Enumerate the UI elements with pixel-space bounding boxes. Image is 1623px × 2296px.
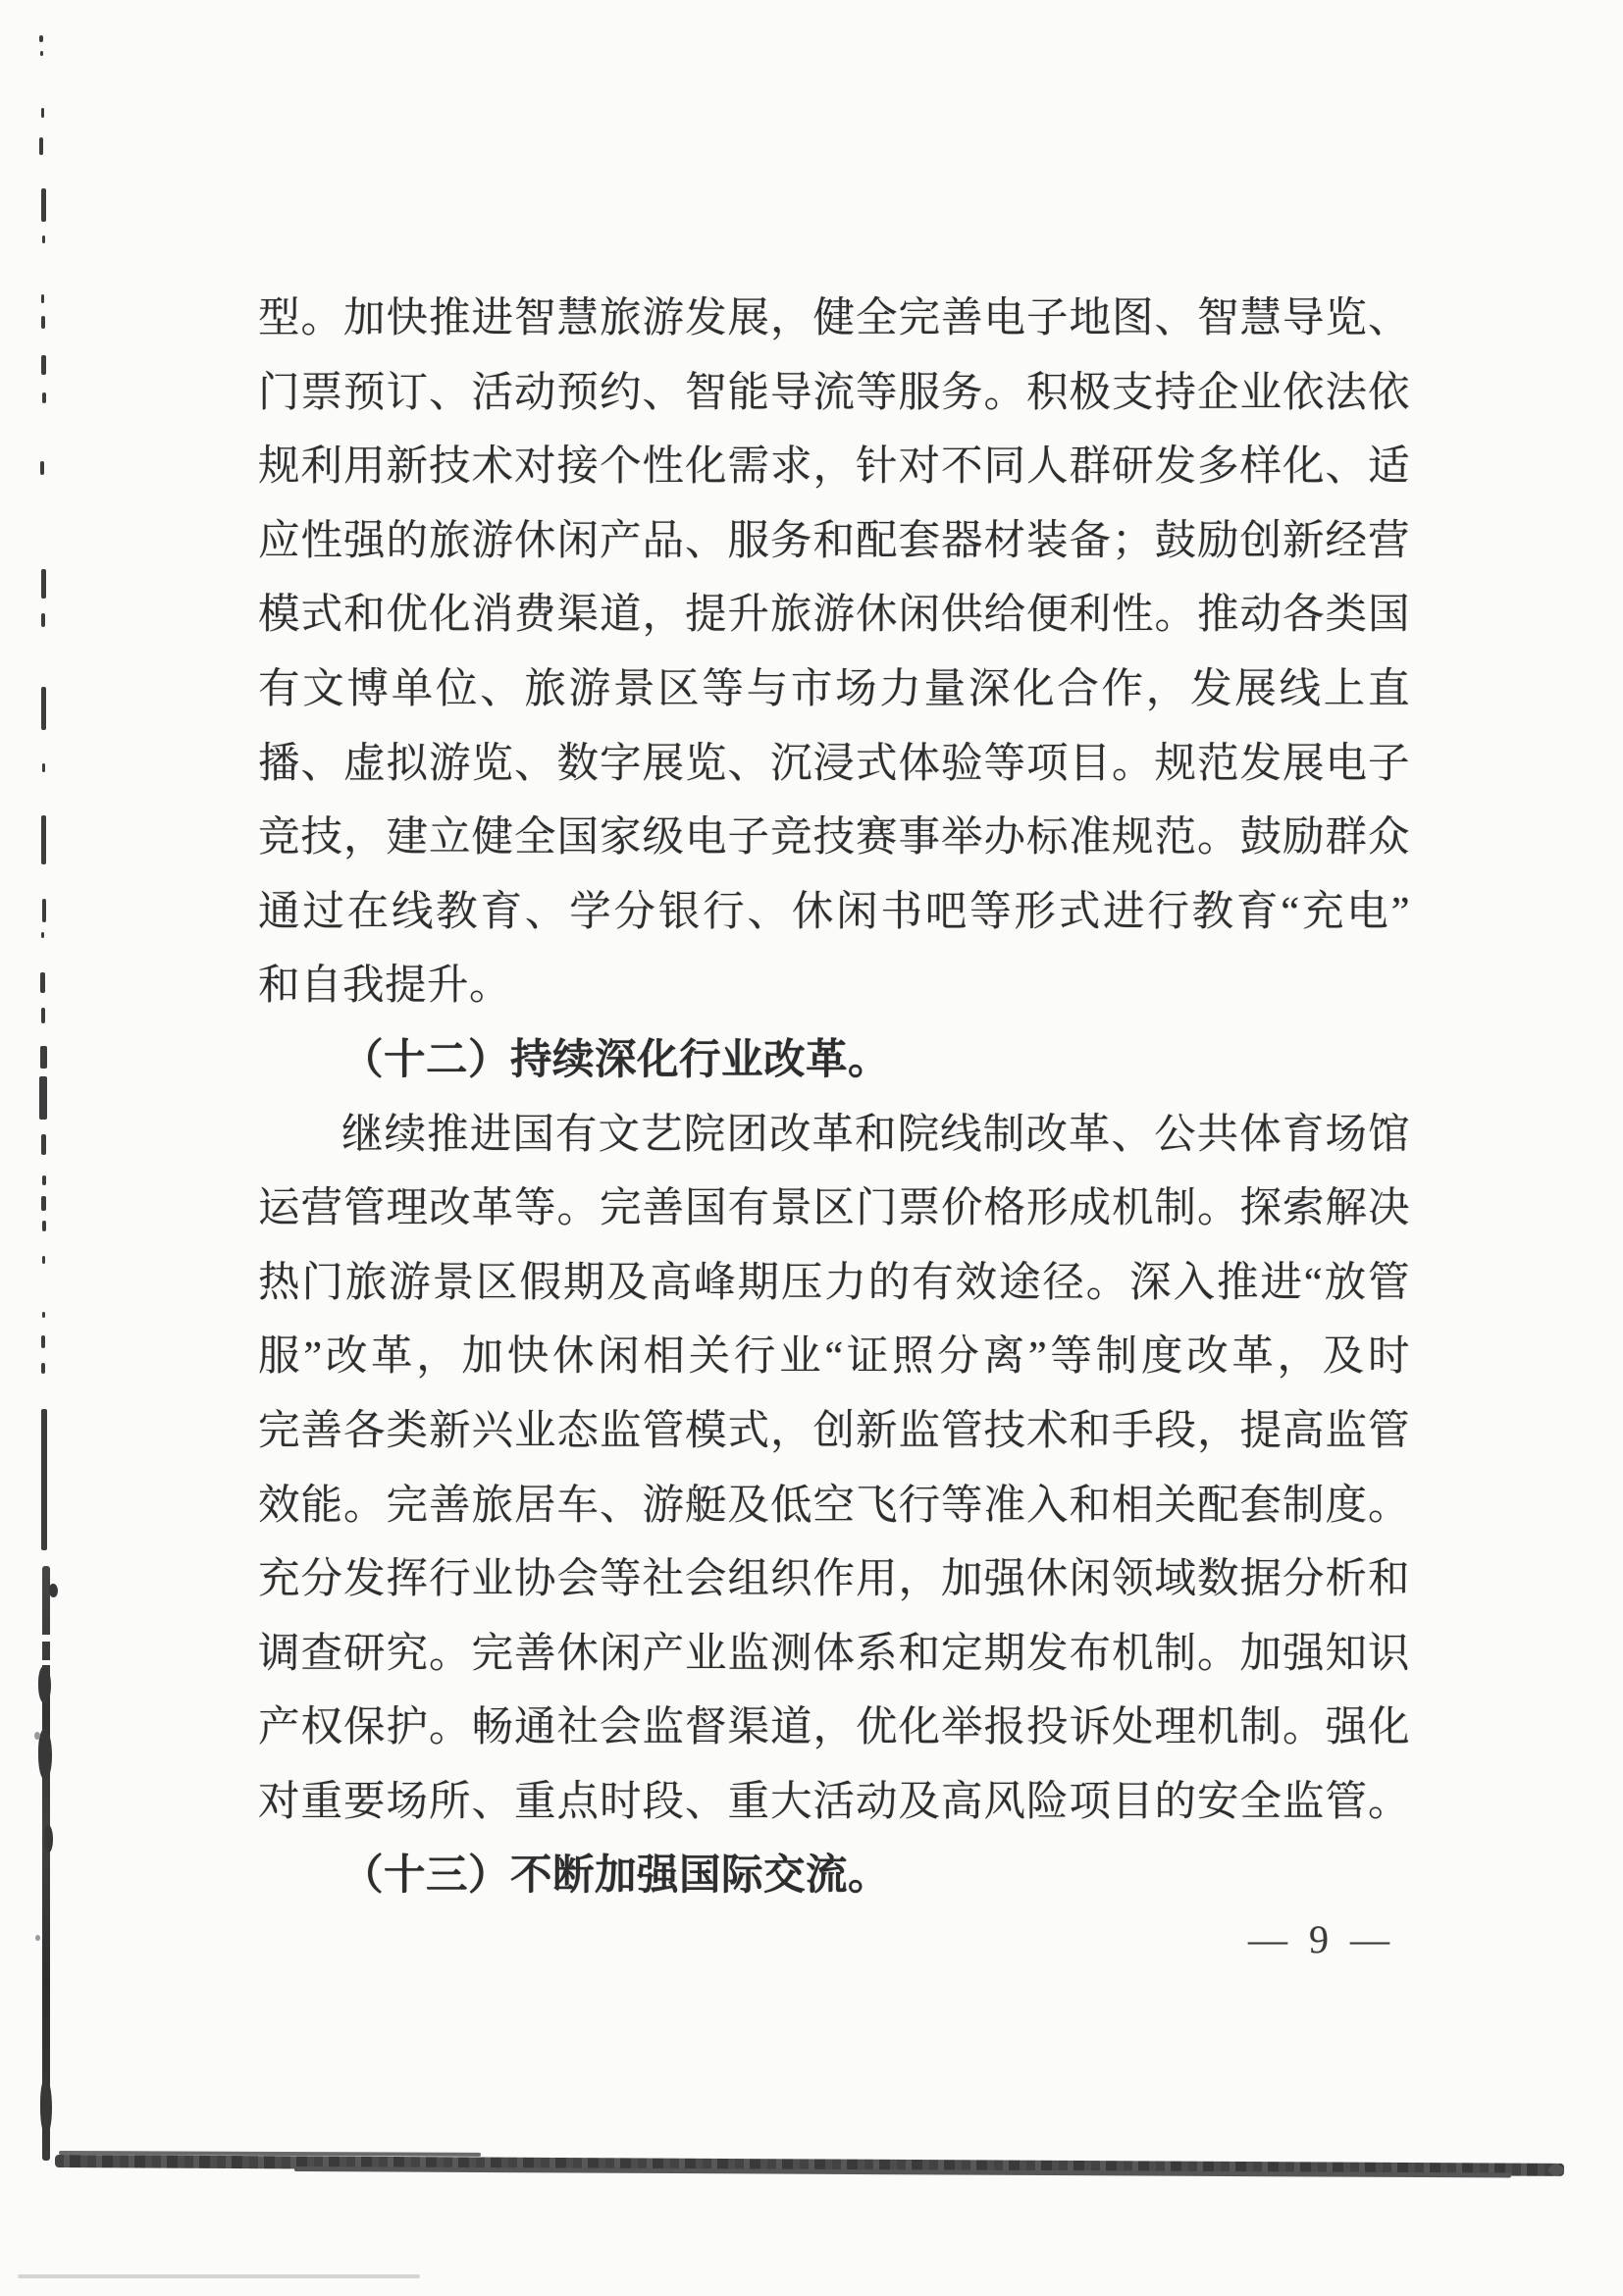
scan-mark <box>39 137 43 155</box>
scan-mark <box>41 613 45 627</box>
text-line: 完善各类新兴业态监管模式，创新监管技术和手段，提高监管 <box>258 1407 1410 1454</box>
scan-mark <box>40 461 44 475</box>
text-line: 服”改革，加快休闲相关行业“证照分离”等制度改革，及时 <box>258 1333 1410 1381</box>
text-line: （十二）持续深化行业改革。 <box>341 1036 891 1083</box>
text-line: 调查研究。完善休闲产业监测体系和定期发布机制。加强知识 <box>258 1630 1410 1677</box>
text-line: 应性强的旅游休闲产品、服务和配套器材装备；鼓励创新经营 <box>258 517 1410 564</box>
text-line: 热门旅游景区假期及高峰期压力的有效途径。深入推进“放管 <box>258 1259 1410 1306</box>
scan-mark <box>41 932 44 938</box>
scan-faint-line <box>18 2274 420 2278</box>
scan-mark <box>39 35 43 42</box>
scan-mark <box>41 687 46 730</box>
text-line: 产权保护。畅通社会监督渠道，优化举报投诉处理机制。强化 <box>258 1704 1410 1751</box>
scan-scratch-end <box>1548 2165 1564 2175</box>
scan-mark <box>41 188 46 222</box>
scan-blob <box>38 1729 52 1780</box>
scan-vertical-line <box>42 1566 50 2161</box>
scan-mark <box>41 569 46 599</box>
text-line: 对重要场所、重点时段、重大活动及高风险项目的安全监管。 <box>258 1778 1410 1825</box>
scan-gap <box>40 1660 52 1665</box>
page-number: — 9 — <box>1248 1917 1391 1961</box>
text-block <box>258 282 1410 1913</box>
scan-blob <box>40 2078 52 2135</box>
text-line: （十三）不断加强国际交流。 <box>341 1852 891 1900</box>
scan-mark <box>40 51 43 56</box>
scan-mark <box>41 294 44 303</box>
text-line: 模式和优化消费渠道，提升旅游休闲供给便利性。推动各类国 <box>258 592 1410 639</box>
scan-mark <box>41 1008 45 1023</box>
scan-mark <box>41 1409 47 1550</box>
text-line: 充分发挥行业协会等社会组织作用，加强休闲领域数据分析和 <box>258 1556 1410 1603</box>
scan-mark <box>42 235 45 243</box>
scan-mark <box>41 355 46 375</box>
text-line: 播、虚拟游览、数字展览、沉浸式体验等项目。规范发展电子 <box>258 740 1410 787</box>
scan-mark <box>42 1175 46 1185</box>
scan-mark <box>42 899 46 922</box>
scan-mark <box>41 1196 46 1211</box>
scan-mark <box>41 1335 45 1348</box>
scan-gap <box>40 1635 52 1642</box>
text-line: 竞技，建立健全国家级电子竞技赛事举办标准规范。鼓励群众 <box>258 814 1410 861</box>
scan-mark <box>40 1046 47 1069</box>
text-line: 规利用新技术对接个性化需求，针对不同人群研发多样化、适 <box>258 444 1410 491</box>
scan-mark <box>42 763 45 772</box>
scan-mark <box>42 392 46 403</box>
scan-blob <box>38 1666 51 1703</box>
scan-mark <box>41 316 45 329</box>
scan-mark <box>41 1134 46 1155</box>
scan-mark <box>41 815 46 864</box>
text-line: 有文博单位、旅游景区等与市场力量深化合作，发展线上直 <box>258 665 1410 712</box>
text-line: 门票预订、活动预约、智能导流等服务。积极支持企业依法依 <box>258 369 1410 416</box>
scan-mark <box>39 1076 47 1120</box>
scan-mark <box>42 1312 45 1318</box>
scan-speck <box>34 1732 40 1740</box>
scan-mark <box>42 1221 46 1231</box>
scan-blob <box>49 1584 58 1597</box>
scan-blob <box>44 1825 53 1852</box>
text-line: 通过在线教育、学分银行、休闲书吧等形式进行教育“充电” <box>258 888 1410 935</box>
scan-speck <box>35 1935 40 1941</box>
text-line: 效能。完善旅居车、游艇及低空飞行等准入和相关配套制度。 <box>258 1482 1410 1529</box>
text-line: 继续推进国有文艺院团改革和院线制改革、公共体育场馆 <box>341 1111 1410 1158</box>
text-line: 和自我提升。 <box>258 963 512 1010</box>
scan-mark <box>40 972 45 993</box>
text-line: 运营管理改革等。完善国有景区门票价格形成机制。探索解决 <box>258 1185 1410 1232</box>
scan-mark <box>41 108 44 118</box>
text-line: 型。加快推进智慧旅游发展，健全完善电子地图、智慧导览、 <box>258 295 1410 341</box>
scan-mark <box>41 1363 45 1374</box>
scan-mark <box>42 1256 45 1264</box>
